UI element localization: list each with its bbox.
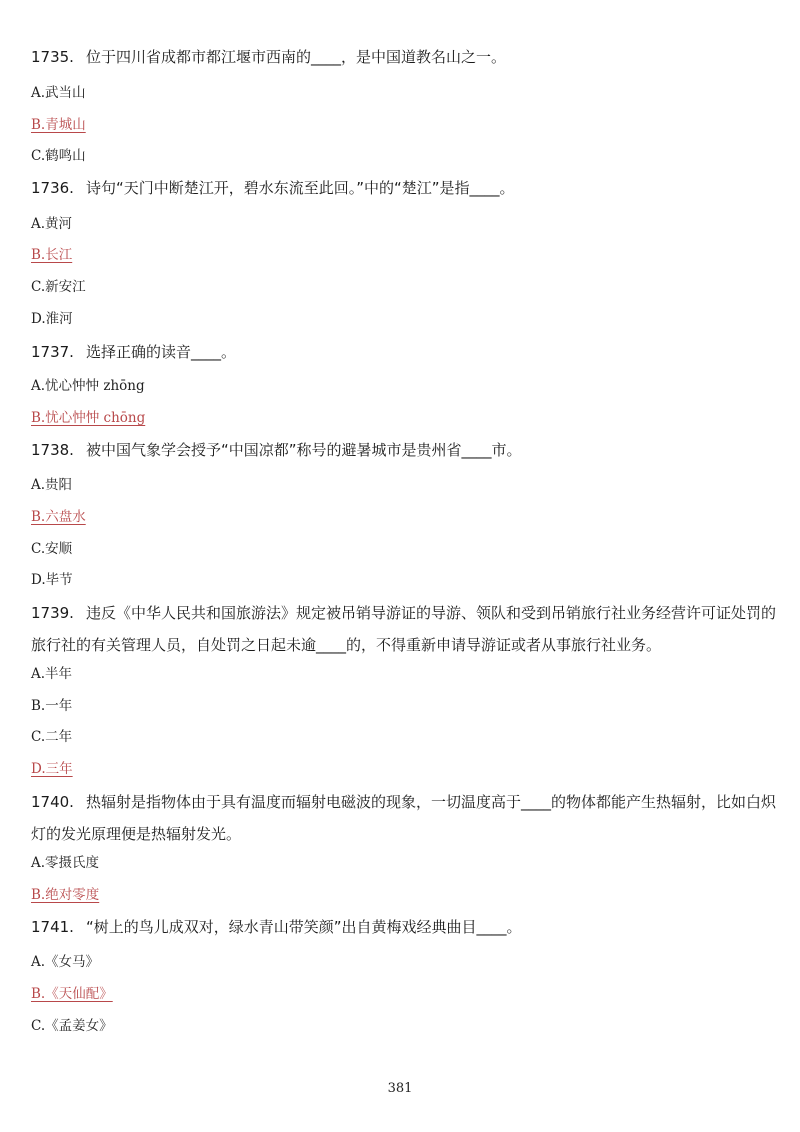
question-number: 1737. (31, 343, 74, 361)
question-1739 (31, 597, 776, 661)
option-b: B.一年 (31, 698, 73, 714)
option-c: C.《孟姜女》 (31, 1018, 113, 1034)
question-text: “树上的鸟儿成双对，绿水青山带笑颜”出自黄梅戏经典曲目____。 (85, 918, 522, 936)
option-c: C.二年 (31, 729, 73, 745)
question-1741 (31, 911, 776, 943)
option-d-correct: D.三年 (31, 761, 73, 777)
question-1737 (31, 336, 776, 368)
option-b-correct: B.长江 (31, 247, 73, 263)
question-number: 1739. (31, 604, 74, 622)
option-b-correct: B.青城山 (31, 117, 86, 133)
option-b-correct: B.六盘水 (31, 509, 86, 525)
question-number: 1738. (31, 441, 74, 459)
option-a: A.《女马》 (31, 954, 100, 970)
option-a: A.武当山 (31, 85, 86, 101)
question-number: 1741. (31, 918, 74, 936)
question-text: 选择正确的读音____。 (85, 343, 236, 361)
option-a: A.零摄氏度 (31, 855, 100, 871)
question-number: 1740. (31, 793, 74, 811)
page-number: 381 (387, 1081, 413, 1096)
option-c: C.安顺 (31, 541, 73, 557)
question-text: 热辐射是指物体由于具有温度而辐射电磁波的现象，一切温度高于____的物体都能产生热辐射，比如白炽灯的发光原理便是热辐射发光。 (31, 793, 776, 843)
question-number: 1736. (31, 179, 74, 197)
option-a: A.忧心忡忡 zhōng (31, 378, 145, 394)
question-number: 1735. (31, 48, 74, 66)
option-b-correct: B.忧心忡忡 chōng (31, 410, 146, 426)
option-c: C.新安江 (31, 279, 86, 295)
option-d: D.淮河 (31, 311, 73, 327)
option-c: C.鹤鸣山 (31, 148, 86, 164)
question-text: 违反《中华人民共和国旅游法》规定被吊销导游证的导游、领队和受到吊销旅行社业务经营许可证处罚的旅行社的有关管理人员，自处罚之日起未逾____的，不得重新申请导游证或者从事旅行社业务。 (31, 604, 776, 654)
option-d: D.毕节 (31, 572, 73, 588)
option-a: A.黄河 (31, 216, 73, 232)
question-1740 (31, 786, 776, 850)
question-1738 (31, 434, 776, 466)
question-text: 位于四川省成都市都江堰市西南的____，是中国道教名山之一。 (85, 48, 506, 66)
question-1735 (31, 41, 776, 73)
question-text: 被中国气象学会授予“中国凉都”称号的避暑城市是贵州省____市。 (85, 441, 522, 459)
option-b-correct: B.《天仙配》 (31, 986, 113, 1002)
option-a: A.贵阳 (31, 477, 73, 493)
question-1736 (31, 172, 776, 204)
option-b-correct: B.绝对零度 (31, 887, 100, 903)
question-text: 诗句“天门中断楚江开，碧水东流至此回。”中的“楚江”是指____。 (85, 179, 515, 197)
option-a: A.半年 (31, 666, 73, 682)
